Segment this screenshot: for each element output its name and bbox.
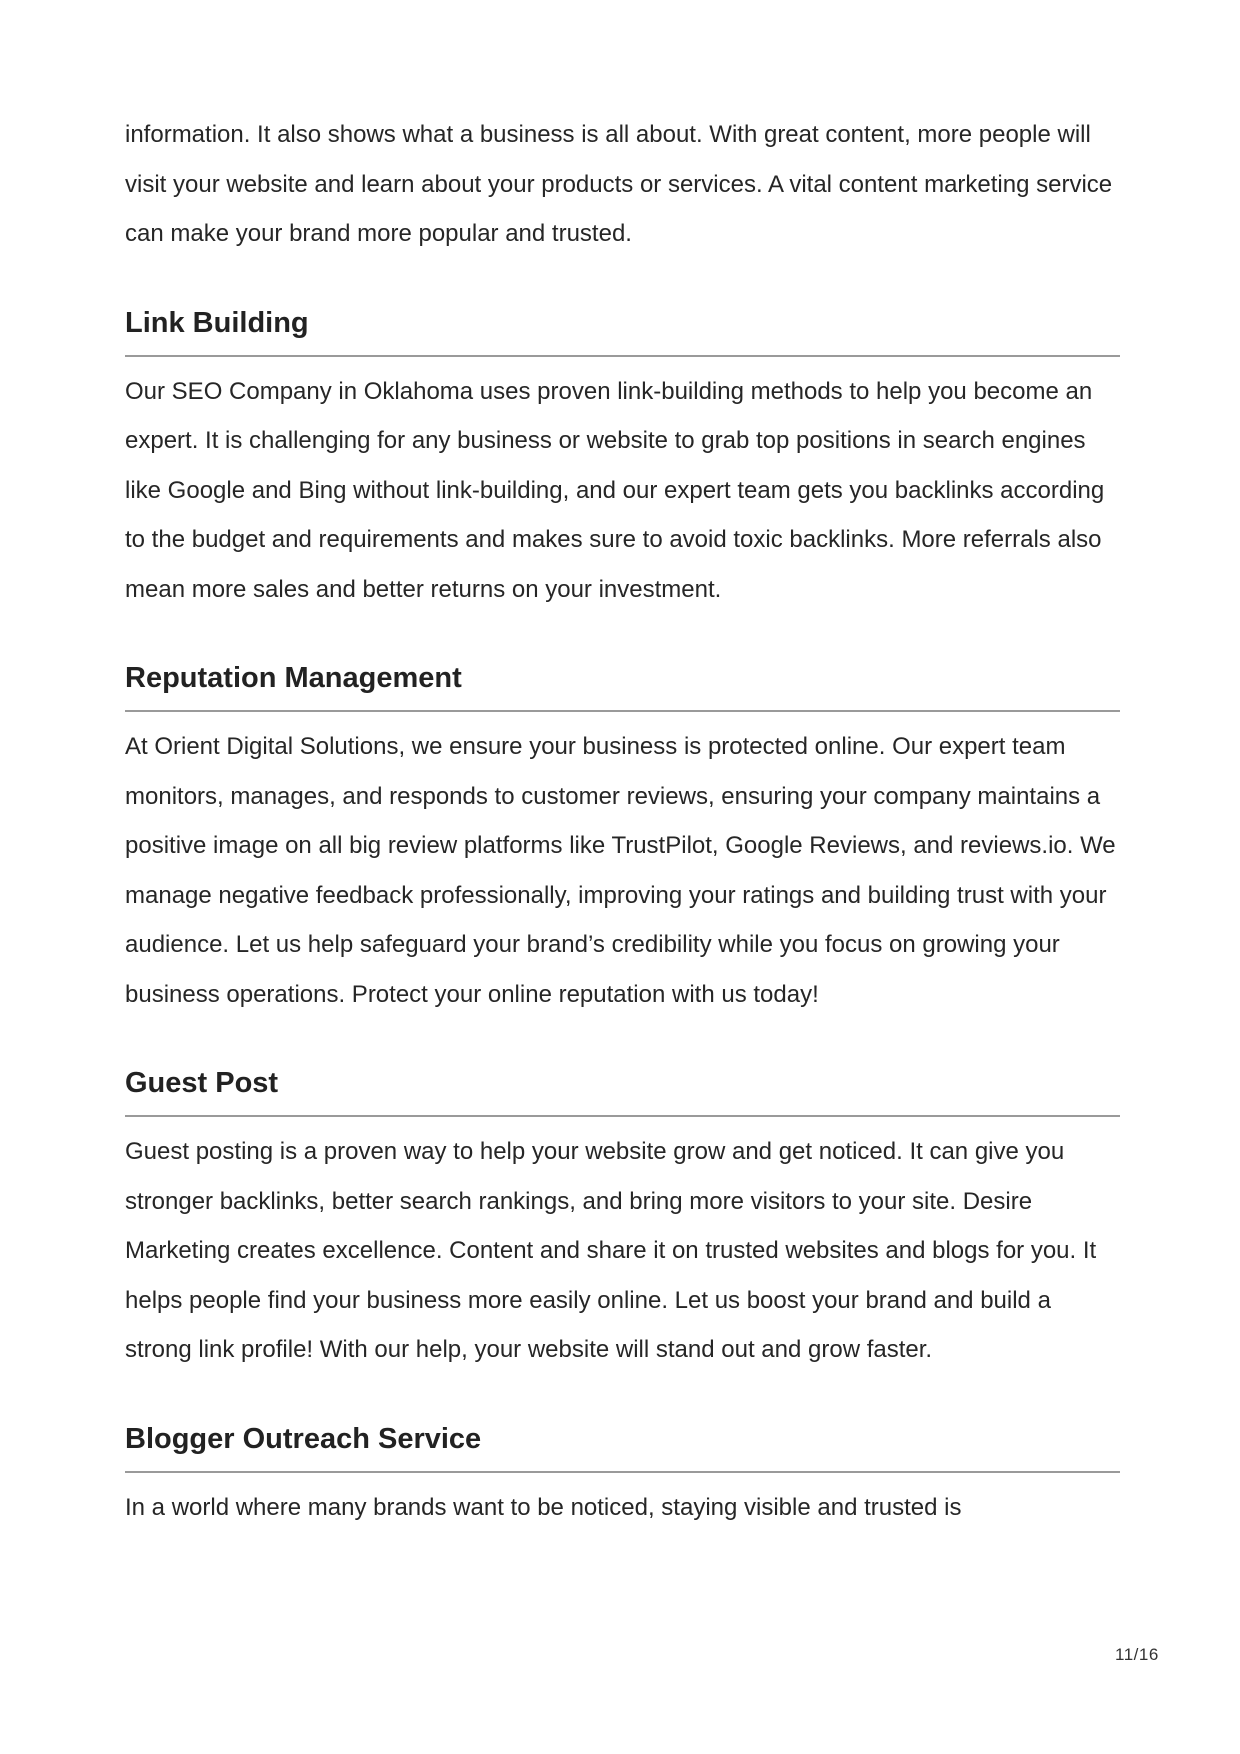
section-guest-post bbox=[125, 1063, 1120, 1375]
document-page bbox=[125, 110, 1120, 1532]
intro-paragraph: information. It also shows what a business is all about. With great content, more people will visit your website and learn about your products or services. A vital content marketing service can make your brand more popular and trusted. bbox=[125, 121, 1113, 247]
section-paragraph: Our SEO Company in Oklahoma uses proven link-building methods to help you become an expert. It is challenging for any business or website to grab top positions in search engines like Google and Bing without link-building, and our expert team gets you backlinks according to the budget and requirements and makes sure to avoid toxic backlinks. More referrals also mean more sales and better returns on your investment. bbox=[125, 377, 1105, 603]
section-paragraph: At Orient Digital Solutions, we ensure your business is protected online. Our expert team monitors, manages, and responds to customer reviews, ensuring your company maintains a positive image on all big review platforms like TrustPilot, Google Reviews, and reviews.io. We manage negative feedback professionally, improving your ratings and building trust with your audience. Let us help safeguard your brand’s credibility while you focus on growing your business operations. Protect your online reputation with us today! bbox=[125, 733, 1116, 1008]
section-heading: Blogger Outreach Service bbox=[125, 1419, 1120, 1473]
section-reputation-management bbox=[125, 658, 1120, 1019]
section-heading: Guest Post bbox=[125, 1063, 1120, 1117]
page-number: 11/16 bbox=[1115, 1645, 1159, 1664]
section-paragraph: In a world where many brands want to be noticed, staying visible and trusted is bbox=[125, 1493, 962, 1521]
section-heading: Reputation Management bbox=[125, 658, 1120, 712]
section-heading: Link Building bbox=[125, 303, 1120, 357]
section-paragraph: Guest posting is a proven way to help your website grow and get noticed. It can give you stronger backlinks, better search rankings, and bring more visitors to your site. Desire Marketing creates excellence. Content and share it on trusted websites and blogs for you. It helps people find your business more easily online. Let us boost your brand and build a strong link profile! With our help, your website will stand out and grow faster. bbox=[125, 1138, 1097, 1363]
section-blogger-outreach bbox=[125, 1419, 1120, 1533]
section-link-building bbox=[125, 303, 1120, 615]
